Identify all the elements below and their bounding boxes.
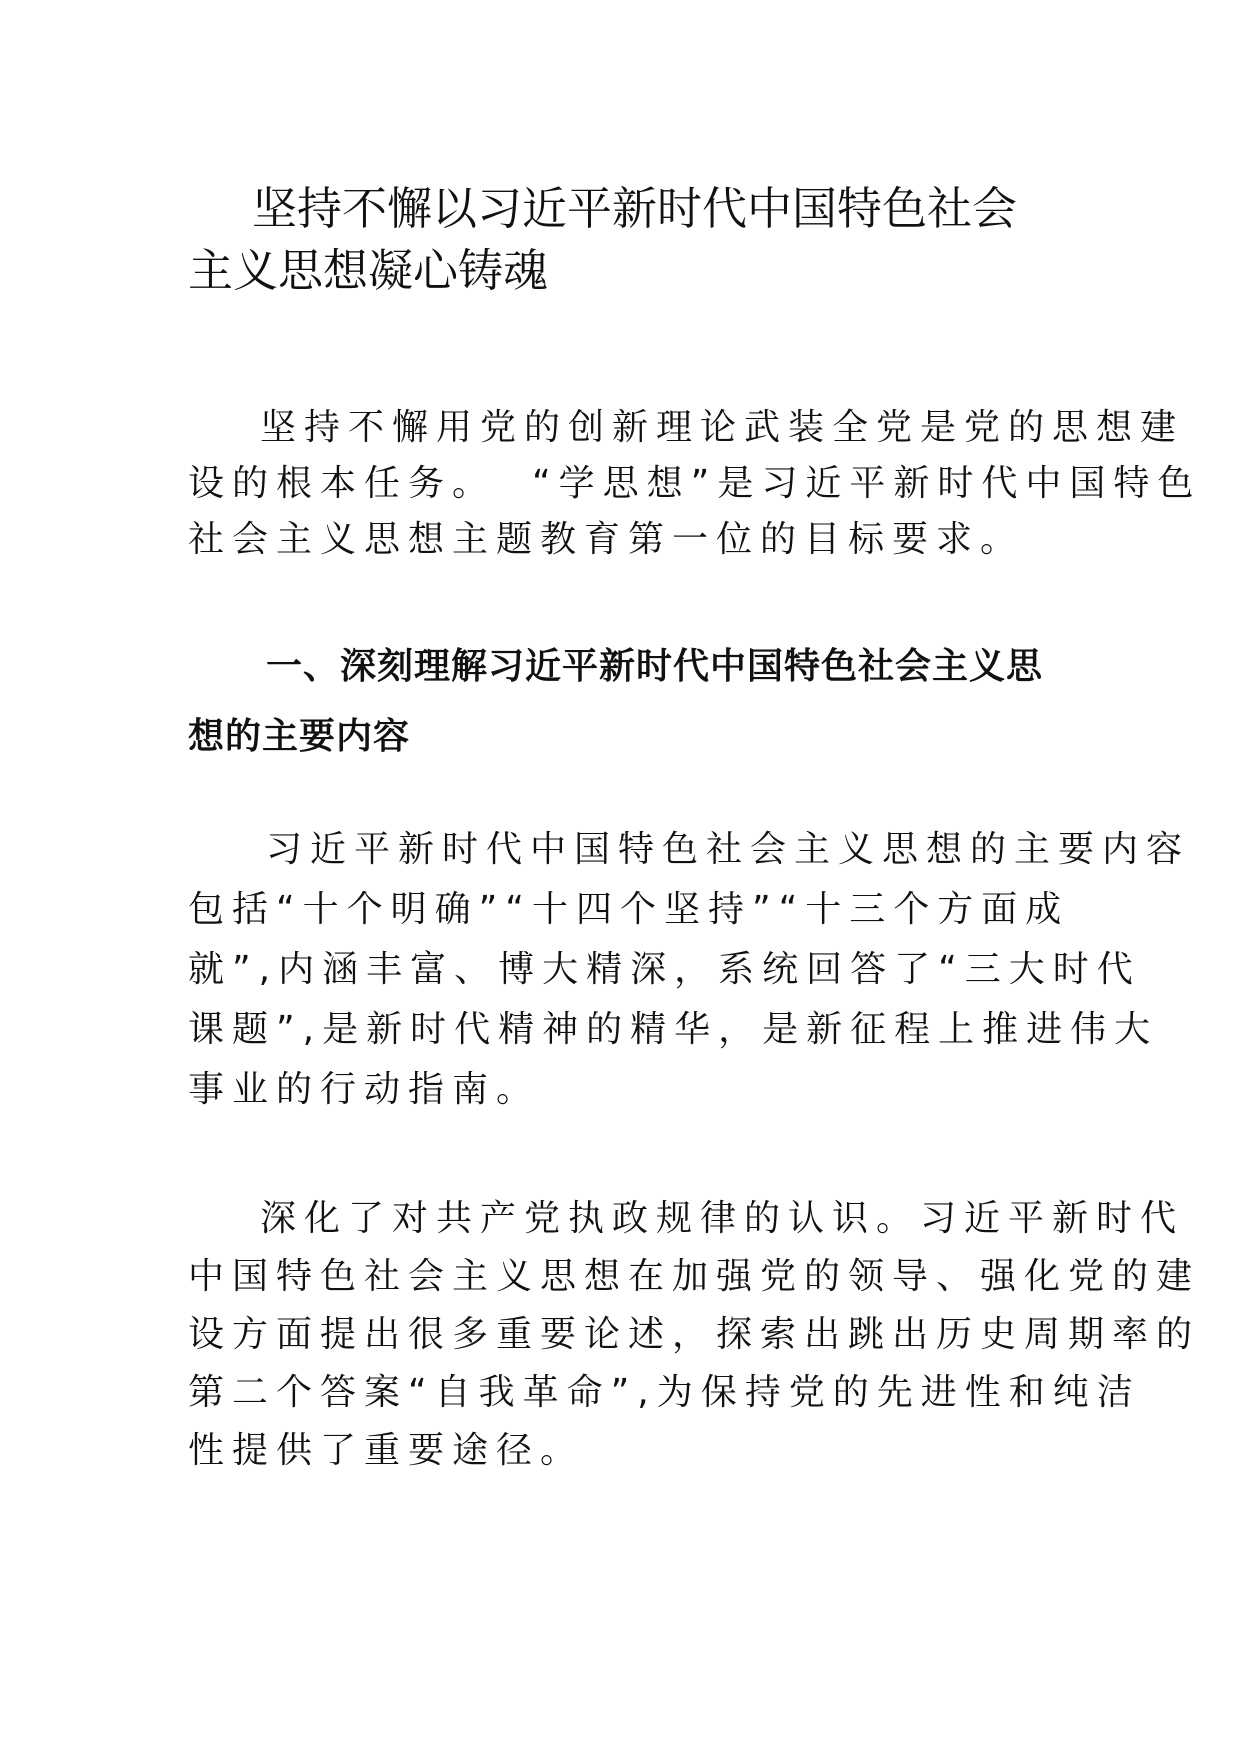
intro-line-1-text: 坚持不懈用党的创新理论武装全党是党的思想建 [260, 407, 1185, 448]
party-rule-paragraph [188, 1190, 1201, 1480]
party-line-5: 性提供了重要途径。 [188, 1430, 585, 1471]
party-line-1-text: 深化了对共产党执政规律的认识。习近平新时代 [260, 1198, 1185, 1239]
content-line-2: 包括“十个明确”“十四个坚持”“十三个方面成 [188, 889, 1070, 930]
party-line-1 [188, 1190, 1185, 1248]
heading-line-1-text: 一、深刻理解习近平新时代中国特色社会主义思 [266, 646, 1044, 687]
title-line-1-text: 坚持不懈以习近平新时代中国特色社会 [252, 182, 1018, 235]
intro-paragraph [188, 400, 1202, 568]
intro-line-2 [188, 456, 1202, 512]
intro-line-1 [188, 400, 1185, 456]
content-line-1 [188, 820, 1191, 880]
party-line-3: 设方面提出很多重要论述，探索出跳出历史周期率的 [188, 1314, 1201, 1355]
document-title [188, 178, 1028, 302]
heading-line-1 [188, 632, 1044, 702]
section-heading-1 [188, 632, 1044, 772]
content-paragraph [188, 820, 1191, 1120]
intro-line-2a-text: 设的根本任务。 [188, 463, 497, 504]
party-line-2: 中国特色社会主义思想在加强党的领导、强化党的建 [188, 1256, 1201, 1297]
content-line-1-text: 习近平新时代中国特色社会主义思想的主要内容 [266, 829, 1191, 870]
heading-line-2: 想的主要内容 [188, 716, 411, 757]
content-line-4: 课题”,是新时代精神的精华，是新征程上推进伟大 [188, 1009, 1159, 1050]
intro-line-2b-text: “学思想”是习近平新时代中国特色 [532, 463, 1202, 504]
title-line-1 [188, 178, 1028, 240]
content-line-5: 事业的行动指南。 [188, 1069, 541, 1110]
content-line-3: 就”,内涵丰富、博大精深，系统回答了“三大时代 [188, 949, 1141, 990]
party-line-4: 第二个答案“自我革命”,为保持党的先进性和纯洁 [188, 1372, 1141, 1413]
intro-line-3: 社会主义思想主题教育第一位的目标要求。 [188, 519, 1025, 560]
title-line-2: 主义思想凝心铸魂 [188, 244, 549, 297]
